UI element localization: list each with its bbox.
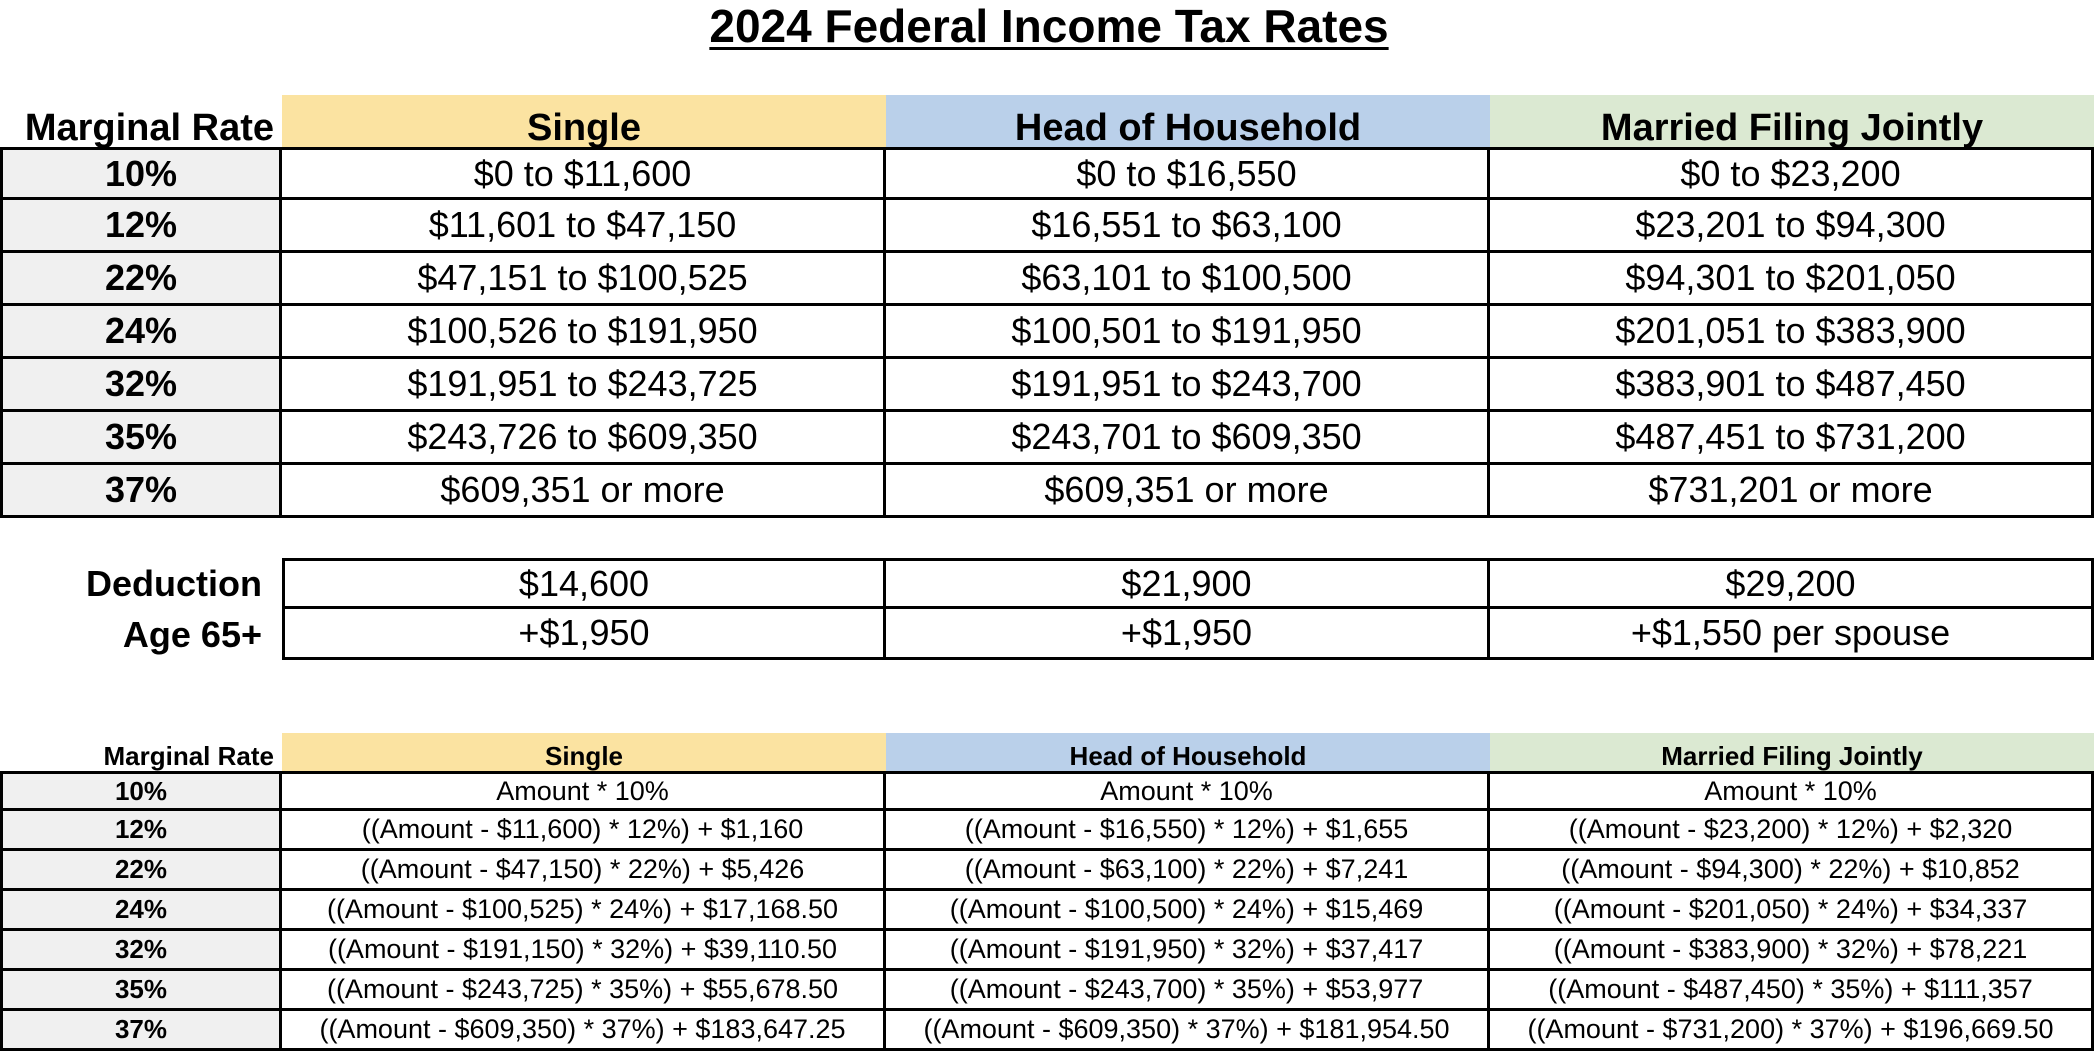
header-married-filing-jointly: Married Filing Jointly [1490,733,2094,771]
hoh-range-cell: $191,951 to $243,700 [886,359,1490,412]
rate-cell: 12% [0,811,282,851]
table-row [0,359,2098,412]
rate-cell: 12% [0,200,282,253]
age-65-row [0,609,2098,660]
header-single: Single [282,95,886,147]
rate-cell: 37% [0,465,282,518]
hoh-range-cell: $63,101 to $100,500 [886,253,1490,306]
mfj-range-cell: $731,201 or more [1490,465,2094,518]
mfj-formula-cell: ((Amount - $201,050) * 24%) + $34,337 [1490,891,2094,931]
single-formula-cell: Amount * 10% [282,771,886,811]
header-head-of-household: Head of Household [886,733,1490,771]
hoh-range-cell: $16,551 to $63,100 [886,200,1490,253]
single-range-cell: $0 to $11,600 [282,147,886,200]
table-row [0,971,2098,1011]
hoh-formula-cell: ((Amount - $609,350) * 37%) + $181,954.50 [886,1011,1490,1051]
rate-cell: 22% [0,253,282,306]
rate-cell: 32% [0,359,282,412]
rate-cell: 37% [0,1011,282,1051]
table-row [0,465,2098,518]
single-formula-cell: ((Amount - $11,600) * 12%) + $1,160 [282,811,886,851]
rate-cell: 10% [0,771,282,811]
page-title: 2024 Federal Income Tax Rates [709,0,1389,52]
mfj-formula-cell: ((Amount - $94,300) * 22%) + $10,852 [1490,851,2094,891]
hoh-range-cell: $0 to $16,550 [886,147,1490,200]
header-marginal-rate: Marginal Rate [0,733,282,771]
single-range-cell: $11,601 to $47,150 [282,200,886,253]
mfj-formula-cell: ((Amount - $383,900) * 32%) + $78,221 [1490,931,2094,971]
brackets-header-row [0,95,2098,147]
mfj-formula-cell: ((Amount - $731,200) * 37%) + $196,669.50 [1490,1011,2094,1051]
deduction-label: Deduction [0,558,282,609]
single-deduction-cell: $14,600 [282,558,886,609]
single-formula-cell: ((Amount - $100,525) * 24%) + $17,168.50 [282,891,886,931]
table-row [0,253,2098,306]
rate-cell: 35% [0,971,282,1011]
table-row [0,200,2098,253]
rate-cell: 35% [0,412,282,465]
deduction-row [0,558,2098,609]
hoh-range-cell: $100,501 to $191,950 [886,306,1490,359]
table-row [0,147,2098,200]
rate-cell: 22% [0,851,282,891]
formula-header-row [0,733,2098,771]
table-row [0,891,2098,931]
hoh-formula-cell: ((Amount - $100,500) * 24%) + $15,469 [886,891,1490,931]
single-range-cell: $191,951 to $243,725 [282,359,886,412]
single-range-cell: $243,726 to $609,350 [282,412,886,465]
header-marginal-rate: Marginal Rate [0,95,282,147]
hoh-formula-cell: Amount * 10% [886,771,1490,811]
single-range-cell: $47,151 to $100,525 [282,253,886,306]
mfj-formula-cell: ((Amount - $487,450) * 35%) + $111,357 [1490,971,2094,1011]
single-formula-cell: ((Amount - $243,725) * 35%) + $55,678.50 [282,971,886,1011]
single-formula-cell: ((Amount - $609,350) * 37%) + $183,647.25 [282,1011,886,1051]
hoh-formula-cell: ((Amount - $191,950) * 32%) + $37,417 [886,931,1490,971]
table-row [0,851,2098,891]
single-range-cell: $100,526 to $191,950 [282,306,886,359]
hoh-age-65-cell: +$1,950 [886,609,1490,660]
age-65-label: Age 65+ [0,609,282,660]
mfj-age-65-cell: +$1,550 per spouse [1490,609,2094,660]
mfj-range-cell: $23,201 to $94,300 [1490,200,2094,253]
single-range-cell: $609,351 or more [282,465,886,518]
hoh-range-cell: $243,701 to $609,350 [886,412,1490,465]
mfj-range-cell: $94,301 to $201,050 [1490,253,2094,306]
header-married-filing-jointly: Married Filing Jointly [1490,95,2094,147]
table-row [0,771,2098,811]
hoh-formula-cell: ((Amount - $16,550) * 12%) + $1,655 [886,811,1490,851]
mfj-formula-cell: Amount * 10% [1490,771,2094,811]
single-formula-cell: ((Amount - $47,150) * 22%) + $5,426 [282,851,886,891]
rate-cell: 24% [0,891,282,931]
mfj-range-cell: $487,451 to $731,200 [1490,412,2094,465]
rate-cell: 10% [0,147,282,200]
rate-cell: 32% [0,931,282,971]
header-head-of-household: Head of Household [886,95,1490,147]
mfj-range-cell: $0 to $23,200 [1490,147,2094,200]
mfj-formula-cell: ((Amount - $23,200) * 12%) + $2,320 [1490,811,2094,851]
header-single: Single [282,733,886,771]
mfj-range-cell: $383,901 to $487,450 [1490,359,2094,412]
table-row [0,1011,2098,1051]
hoh-formula-cell: ((Amount - $243,700) * 35%) + $53,977 [886,971,1490,1011]
hoh-formula-cell: ((Amount - $63,100) * 22%) + $7,241 [886,851,1490,891]
hoh-range-cell: $609,351 or more [886,465,1490,518]
table-row [0,931,2098,971]
table-row [0,412,2098,465]
table-row [0,306,2098,359]
hoh-deduction-cell: $21,900 [886,558,1490,609]
single-age-65-cell: +$1,950 [282,609,886,660]
single-formula-cell: ((Amount - $191,150) * 32%) + $39,110.50 [282,931,886,971]
rate-cell: 24% [0,306,282,359]
mfj-deduction-cell: $29,200 [1490,558,2094,609]
mfj-range-cell: $201,051 to $383,900 [1490,306,2094,359]
table-row [0,811,2098,851]
